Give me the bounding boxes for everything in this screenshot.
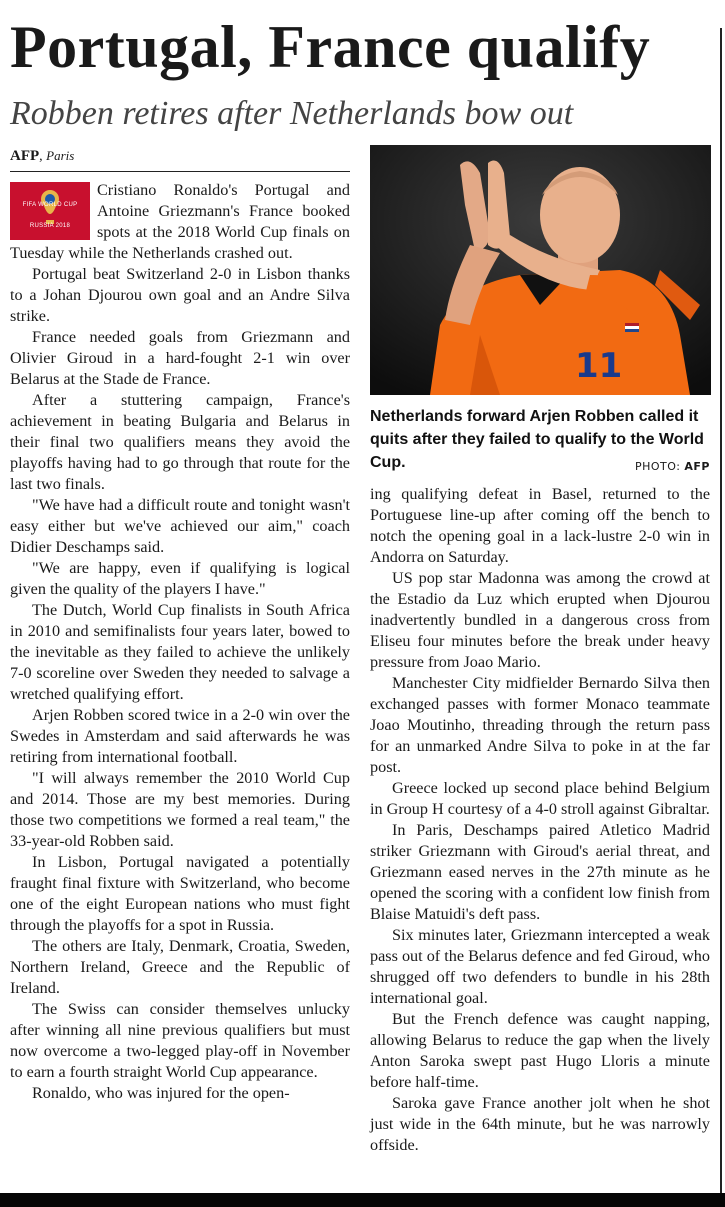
paragraph: In Paris, Deschamps paired Atletico Madrid striker Griezmann with Giroud's aerial threat, and Griezmann eased nerves in the 27th minute as he opened the scoring with a confident low finish from Blaise Matuidi's deft pass. <box>370 821 710 923</box>
byline-city: Paris <box>46 148 75 163</box>
paragraph: The Dutch, World Cup finalists in South Africa in 2010 and semifinalists four years later, bowed to the inevitable as they failed to achieve the unlikely 7-0 scoreline over Sweden they needed to salvage a wretched qualifying effort. <box>10 601 350 703</box>
article-column-1 <box>10 180 350 1104</box>
page-bottom-edge <box>0 1193 725 1207</box>
paragraph: Manchester City midfielder Bernardo Silva then exchanged passes with former Monaco teammate Joao Moutinho, threading through the return pass for an unmarked Andre Silva to poke in at the far post. <box>370 674 710 776</box>
byline-rule <box>10 171 350 172</box>
article-column-2 <box>370 484 710 1156</box>
paragraph: Portugal beat Switzerland 2-0 in Lisbon thanks to a Johan Djourou own goal and an Andre Silva strike. <box>10 265 350 325</box>
world-cup-logo <box>10 182 90 240</box>
photo-credit-source: AFP <box>684 460 710 473</box>
player-photo-illustration <box>370 145 711 395</box>
byline-agency: AFP <box>10 148 40 164</box>
paragraph: But the French defence was caught napping, allowing Belarus to reduce the gap when the lively Anton Saroka swept past Hugo Lloris a minute before half-time. <box>370 1010 710 1091</box>
paragraph: The others are Italy, Denmark, Croatia, Sweden, Northern Ireland, Greece and the Republic of Ireland. <box>10 937 350 997</box>
paragraph: "I will always remember the 2010 World Cup and 2014. Those are my best memories. During those two competitions we formed a real team," the 33-year-old Robben said. <box>10 769 350 850</box>
photo-caption: Netherlands forward Arjen Robben called it quits after they failed to qualify to the World Cup. <box>370 408 704 471</box>
paragraph: Arjen Robben scored twice in a 2-0 win over the Swedes in Amsterdam and said afterwards he was retiring from international football. <box>10 706 350 766</box>
paragraph: After a stuttering campaign, France's achievement in beating Bulgaria and Belarus in their final two qualifiers means they avoid the playoffs having had to go through that route for the last two finals. <box>10 391 350 493</box>
logo-text: FIFA WORLD CUP RUSSIA 2018 <box>22 202 78 229</box>
jersey-number: 11 <box>575 346 623 386</box>
paragraph: ing qualifying defeat in Basel, returned to the Portuguese line-up after coming off the bench to notch the opening goal in a lack-lustre 2-0 win in Andorra on Saturday. <box>370 485 710 566</box>
headline: Portugal, France qualify <box>10 14 651 80</box>
paragraph: "We are happy, even if qualifying is logical given the quality of the players I have." <box>10 559 350 598</box>
paragraph: "We have had a difficult route and tonight wasn't easy either but we've achieved our aim," coach Didier Deschamps said. <box>10 496 350 556</box>
paragraph: France needed goals from Griezmann and Olivier Giroud in a hard-fought 2-1 win over Belarus at the Stade de France. <box>10 328 350 388</box>
photo-credit <box>635 460 710 473</box>
subheadline: Robben retires after Netherlands bow out <box>10 95 574 132</box>
paragraph: US pop star Madonna was among the crowd at the Estadio da Luz which erupted when Djourou inadvertently bundled in a dangerous cross from Eliseu four minutes before the break under heavy pressure from Joao Mario. <box>370 569 710 671</box>
photo-credit-label: PHOTO: <box>634 460 681 473</box>
paragraph: The Swiss can consider themselves unlucky after winning all nine previous qualifiers but must now overcome a two-legged play-off in November to earn a fourth straight World Cup appearance. <box>10 1000 350 1081</box>
paragraph: Saroka gave France another jolt when he shot just wide in the 64th minute, but he was narrowly offside. <box>370 1094 710 1154</box>
paragraph: Ronaldo, who was injured for the open- <box>32 1084 290 1102</box>
robben-photo <box>370 145 711 395</box>
paragraph: Greece locked up second place behind Belgium in Group H courtesy of a 4-0 stroll against Gibraltar. <box>370 779 710 818</box>
paragraph: In Lisbon, Portugal navigated a potentially fraught final fixture with Switzerland, who become one of the eight European nations who must fight through the playoffs for a spot in Russia. <box>10 853 350 934</box>
paragraph: Cristiano Ronaldo's Portugal and Antoine Griezmann's France booked spots at the 2018 World Cup finals on Tuesday while the Netherlands crashed out. <box>10 181 350 262</box>
column-rule <box>720 28 722 1193</box>
byline: AFP, Paris <box>10 148 75 164</box>
paragraph: Six minutes later, Griezmann intercepted a weak pass out of the Belarus defence and fed Giroud, who shrugged off two defenders to bundle in his 28th international goal. <box>370 926 710 1007</box>
